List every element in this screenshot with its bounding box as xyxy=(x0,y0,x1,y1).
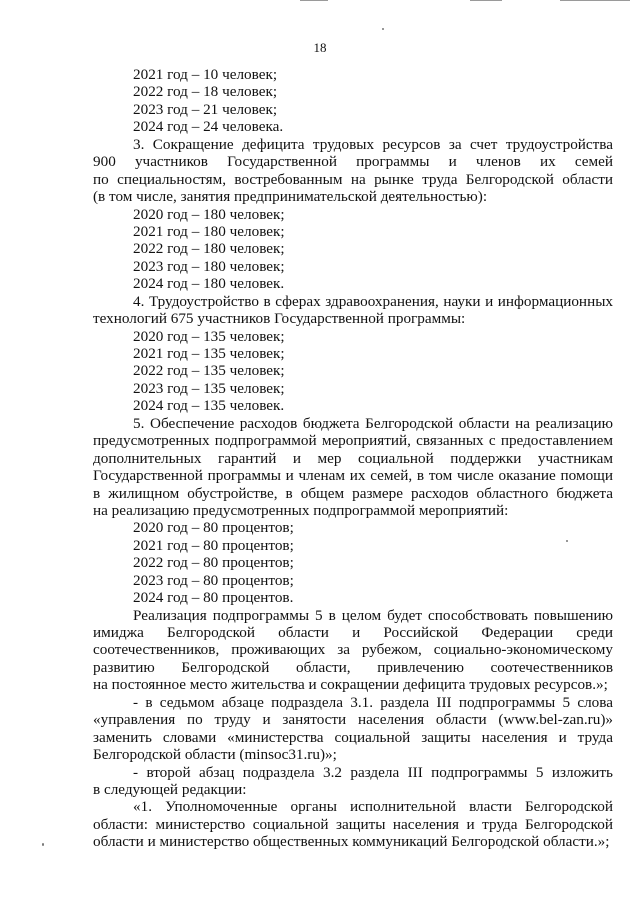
text-line: на постоянное место жительства и сокращении дефицита трудовых ресурсов.»; xyxy=(93,676,608,694)
text-line: 2021 год – 80 процентов; xyxy=(133,536,294,554)
text-line: технологий 675 участников Государственной программы: xyxy=(93,310,466,328)
text-line: 2022 год – 180 человек; xyxy=(133,240,285,258)
page-number: 18 xyxy=(313,40,327,55)
text-line: предусмотренных подпрограммой мероприятий, связанных с предоставлением xyxy=(93,432,613,450)
text-line: Белгородской области (minsoc31.ru)»; xyxy=(93,746,337,764)
text-line: 2024 год – 180 человек. xyxy=(133,275,285,293)
text-line: области: министерство социальной защиты населения и труда Белгородской xyxy=(93,815,613,833)
scan-speck xyxy=(42,843,44,846)
text-line: 2022 год – 80 процентов; xyxy=(133,554,294,572)
scan-speck xyxy=(382,28,384,30)
text-line: - в седьмом абзаце подраздела 3.1. раздела III подпрограммы 5 слова xyxy=(133,693,613,711)
text-line: 900 участников Государственной программы и членов их семей xyxy=(93,153,613,171)
text-line: 2022 год – 18 человек; xyxy=(133,83,278,101)
text-line: 2021 год – 135 человек; xyxy=(133,345,285,362)
text-line: 2024 год – 24 человека. xyxy=(133,118,284,136)
text-line: заменить словами «министерства социальной защиты населения и труда xyxy=(93,728,613,746)
text-line: Реализация подпрограммы 5 в целом будет способствовать повышению xyxy=(133,606,613,624)
text-line: развитию Белгородской области, привлечению соотечественников xyxy=(93,658,613,676)
document-body xyxy=(93,66,613,851)
text-line: (в том числе, занятия предпринимательской деятельностью): xyxy=(93,188,488,206)
text-line: «управления по труду и занятости населения области (www.bel-zan.ru)» xyxy=(93,711,613,729)
text-line: на реализацию предусмотренных подпрограммой мероприятий: xyxy=(93,501,509,519)
text-line: дополнительных гарантий и мер социальной поддержки участникам xyxy=(93,449,613,467)
text-line: 5. Обеспечение расходов бюджета Белгородской области на реализацию xyxy=(133,414,613,432)
text-line: 2023 год – 21 человек; xyxy=(133,100,278,118)
text-line: 2023 год – 180 человек; xyxy=(133,257,285,275)
text-line: в жилищном обустройстве, в общем размере расходов областного бюджета xyxy=(93,484,613,502)
text-line: 3. Сокращение дефицита трудовых ресурсов за счет трудоустройства xyxy=(133,135,613,153)
text-line: по специальностям, востребованным на рынке труда Белгородской области xyxy=(93,170,613,188)
text-line: имиджа Белгородской области и Российской Федерации среди xyxy=(93,624,613,641)
scan-edge-mark xyxy=(560,0,630,1)
text-line: 2023 год – 135 человек; xyxy=(133,379,285,397)
text-line: Государственной программы и членам их семей, в том числе оказание помощи xyxy=(93,467,613,485)
text-line: 2021 год – 10 человек; xyxy=(133,66,278,83)
text-line: 2021 год – 180 человек; xyxy=(133,222,285,240)
text-line: 2024 год – 80 процентов. xyxy=(133,589,294,607)
text-line: 2024 год – 135 человек. xyxy=(133,397,285,415)
text-line: 2020 год – 135 человек; xyxy=(133,327,285,345)
scan-edge-mark xyxy=(300,0,328,1)
text-line: 4. Трудоустройство в сферах здравоохранения, науки и информационных xyxy=(133,292,613,310)
text-line: «1. Уполномоченные органы исполнительной власти Белгородской xyxy=(133,798,613,816)
text-line: соотечественников, проживающих за рубежом, социально-экономическому xyxy=(93,641,613,659)
scan-edge-mark xyxy=(470,0,502,1)
text-line: 2020 год – 80 процентов; xyxy=(133,519,294,537)
text-line: в следующей редакции: xyxy=(93,780,247,798)
text-line: 2022 год – 135 человек; xyxy=(133,362,285,380)
text-line: 2020 год – 180 человек; xyxy=(133,205,285,223)
text-line: 2023 год – 80 процентов; xyxy=(133,571,294,589)
text-line: - второй абзац подраздела 3.2 раздела III подпрограммы 5 изложить xyxy=(133,763,613,781)
text-line: области и министерство общественных коммуникаций Белгородской области.»; xyxy=(93,833,610,851)
